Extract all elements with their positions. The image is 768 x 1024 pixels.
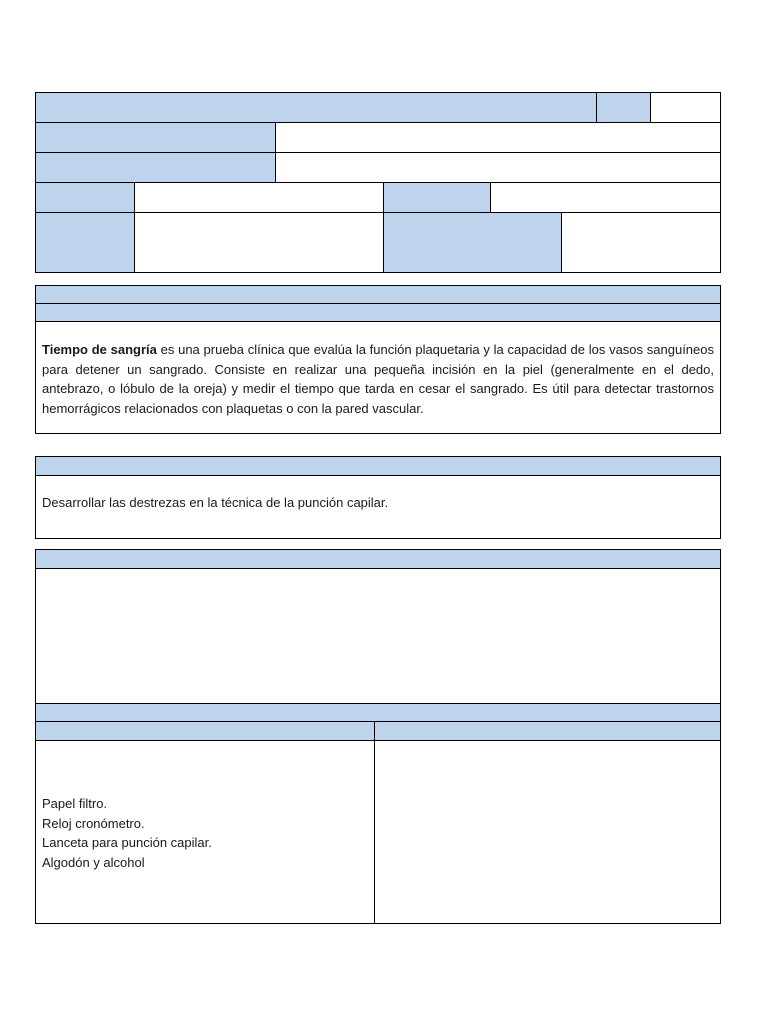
materials-subheader-right	[374, 721, 721, 741]
intro-term: Tiempo de sangría	[42, 342, 157, 357]
intro-body-text: es una prueba clínica que evalúa la función plaquetaria y la capacidad de los vasos sanguíneos para detener un sangrado. Consiste en realizar una pequeña incisión en la piel (generalmente en el dedo, antebrazo, o lóbulo de la oreja) y medir el tiempo que tarda en cesar el sangrado. Es útil para detectar trastornos hemorrágicos relacionados con plaquetas o con la pared vascular.	[42, 342, 714, 416]
list-item: Papel filtro.	[42, 796, 108, 811]
intro-header-bar-2	[35, 303, 721, 322]
header-label-cell-4a	[35, 182, 135, 213]
header-title-cell	[35, 92, 597, 123]
materials-subheader-left	[35, 721, 375, 741]
procedure-header-bar	[35, 549, 721, 569]
procedure-body-cell	[35, 568, 721, 704]
list-item: Reloj cronómetro.	[42, 815, 145, 831]
header-label-cell-4b	[383, 182, 491, 213]
header-code-label-cell	[596, 92, 651, 123]
header-value-cell-4a[interactable]	[134, 182, 384, 213]
header-label-cell-5b	[383, 212, 562, 273]
header-value-cell-5b[interactable]	[561, 212, 721, 273]
list-item: Lanceta para punción capilar.	[42, 835, 212, 850]
materials-right-cell	[374, 740, 721, 924]
header-code-value-cell[interactable]	[650, 92, 721, 123]
header-label-cell-2	[35, 122, 276, 153]
intro-paragraph	[42, 340, 714, 418]
header-value-cell-4b[interactable]	[490, 182, 721, 213]
header-value-cell-2[interactable]	[275, 122, 721, 153]
header-label-cell-3	[35, 152, 276, 183]
materials-list	[42, 794, 362, 872]
header-label-cell-5a	[35, 212, 135, 273]
materials-header-bar	[35, 703, 721, 722]
objective-header-bar	[35, 456, 721, 476]
intro-header-bar-1	[35, 285, 721, 304]
header-value-cell-5a[interactable]	[134, 212, 384, 273]
list-item: Algodón y alcohol	[42, 854, 145, 870]
header-value-cell-3[interactable]	[275, 152, 721, 183]
objective-text: Desarrollar las destrezas en la técnica de la punción capilar.	[42, 495, 389, 510]
